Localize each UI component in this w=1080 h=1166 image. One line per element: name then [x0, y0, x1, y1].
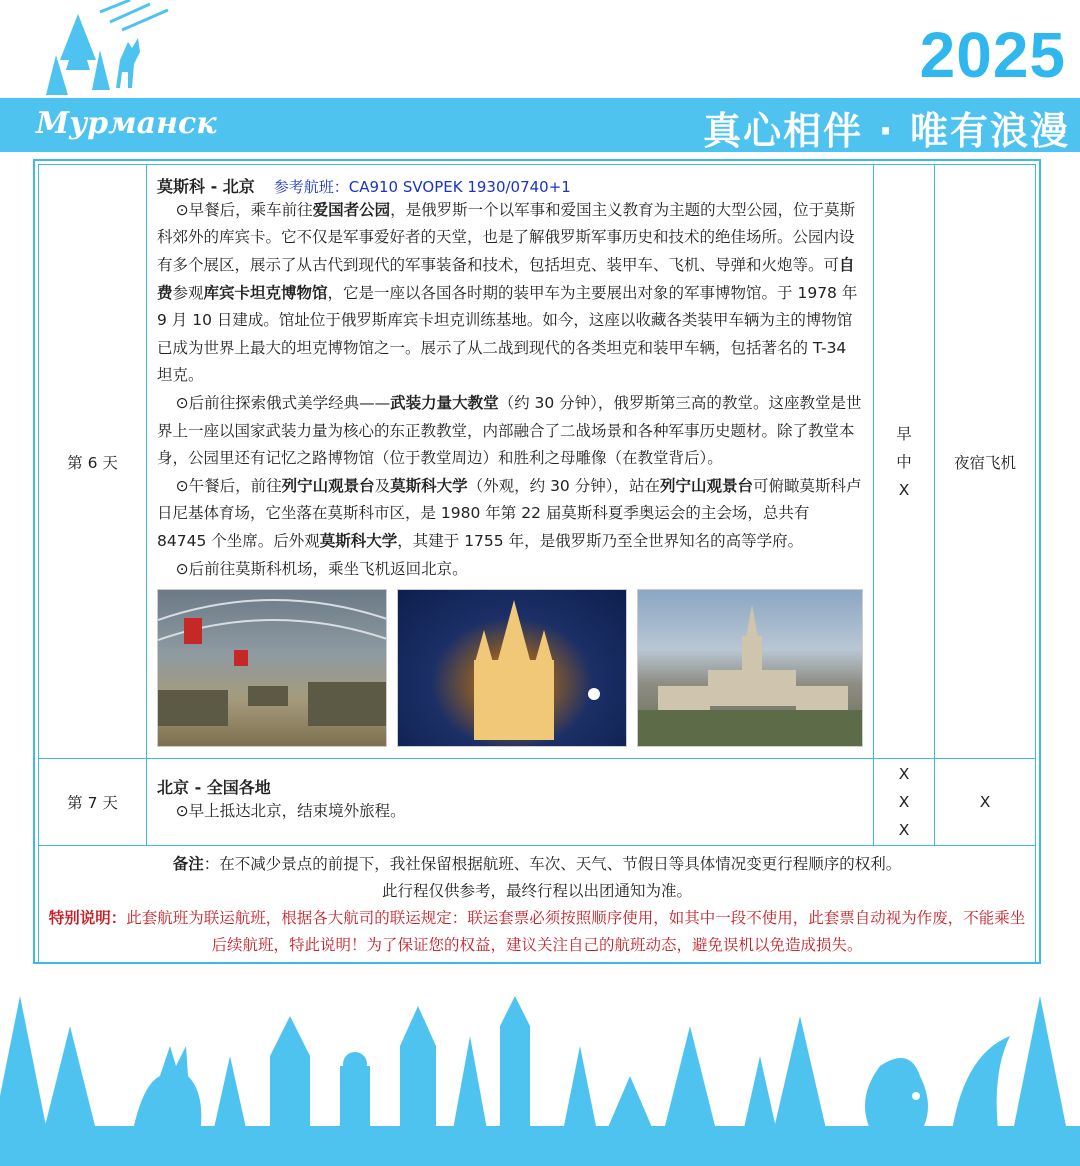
- dinner-status: X: [898, 480, 910, 499]
- day-6-row: [39, 165, 1036, 759]
- flight-info: 参考航班：CA910 SVOPEK 1930/0740+1: [273, 177, 571, 196]
- route-title: 莫斯科 - 北京: [157, 176, 255, 196]
- remark-text-2: 此行程仅供参考，最终行程以出团通知为准。: [381, 881, 692, 900]
- itinerary-paragraph: ⊙后前往探索俄式美学经典——武装力量大教堂（约 30 分钟），俄罗斯第三高的教堂。这座教堂是世界上一座以国家武装力量为核心的东正教教堂，内部融合了二战场景和各种军事历史题材。除了教堂本身，公园里还有记忆之路博物馆（位于教堂周边）和胜利之母雕像（在教堂背后）。: [157, 394, 862, 468]
- special-label: 特别说明：: [48, 908, 127, 927]
- notes-row: [39, 846, 1036, 964]
- day-content: [147, 165, 874, 759]
- remark-label: 备注: [172, 854, 204, 873]
- day-content: [147, 759, 874, 846]
- slogan: 真心相伴 · 唯有浪漫: [703, 109, 1070, 153]
- forest-reindeer-logo-art: [40, 0, 190, 100]
- day-7-row: [39, 759, 1036, 846]
- itinerary-paragraph: ⊙后前往莫斯科机场，乘坐飞机返回北京。: [175, 559, 468, 578]
- itinerary-paragraph: ⊙午餐后，前往列宁山观景台及莫斯科大学（外观，约 30 分钟），站在列宁山观景台可俯瞰莫斯科卢日尼基体育场，它坐落在莫斯科市区，是 1980 年第 22 届莫斯科夏季奥运会的主会场，总共有 84745 个坐席。后外观莫斯科大学，其建于 1755 年，是俄罗斯乃至全世界知名的高等学府。: [157, 476, 862, 550]
- tank-museum-photo: [157, 589, 387, 747]
- murmansk-logo: Мурманск: [36, 106, 217, 141]
- day-label: 第 6 天: [39, 165, 147, 759]
- cathedral-photo: [397, 589, 627, 747]
- breakfast-status: 早: [896, 424, 912, 443]
- hotel-cell: 夜宿飞机: [935, 165, 1036, 759]
- itinerary-paragraph: ⊙早餐后，乘车前往爱国者公园，是俄罗斯一个以军事和爱国主义教育为主题的大型公园，位于莫斯科郊外的库宾卡。它不仅是军事爱好者的天堂，也是了解俄罗斯军事历史和技术的绝佳场所。公园内设有多个展区，展示了从古代到现代的军事装备和技术，包括坦克、装甲车、飞机、导弹和火炮等。可自费参观库宾卡坦克博物馆，它是一座以各国各时期的装甲车为主要展出对象的军事博物馆。于 1978 年 9 月 10 日建成。馆址位于俄罗斯库宾卡坦克训练基地。如今，这座以收藏各类装甲车辆为主的博物馆已成为世界上最大的坦克博物馆之一。展示了从二战到现代的各类坦克和装甲车辆，包括著名的 T-34 坦克。: [157, 200, 858, 385]
- winter-skyline-footer-art: [0, 986, 1080, 1166]
- meal-cell: [874, 759, 935, 846]
- year-title: 2025: [919, 19, 1066, 91]
- photo-strip: [157, 589, 863, 747]
- remark-text: ：在不减少景点的前提下，我社保留根据航班、车次、天气、节假日等具体情况变更行程顺序的权利。: [203, 854, 902, 873]
- moscow-university-photo: [637, 589, 863, 747]
- special-text: 此套航班为联运航班，根据各大航司的联运规定：联运套票必须按照顺序使用，如其中一段不使用，此套票自动视为作废，不能乘坐后续航班，特此说明！为了保证您的权益，建议关注自己的航班动态，避免误机以免造成损失。: [126, 908, 1026, 954]
- notes-cell: [39, 846, 1036, 964]
- lunch-status: 中: [896, 452, 912, 471]
- day-label: 第 7 天: [39, 759, 147, 846]
- dinner-status: X: [898, 821, 910, 839]
- meal-cell: [874, 165, 935, 759]
- itinerary-paragraph: ⊙早上抵达北京，结束境外旅程。: [175, 802, 406, 820]
- hotel-cell: X: [935, 759, 1036, 846]
- breakfast-status: X: [898, 765, 910, 783]
- itinerary-table: [38, 164, 1036, 964]
- route-title: 北京 - 全国各地: [157, 778, 271, 797]
- lunch-status: X: [898, 793, 910, 811]
